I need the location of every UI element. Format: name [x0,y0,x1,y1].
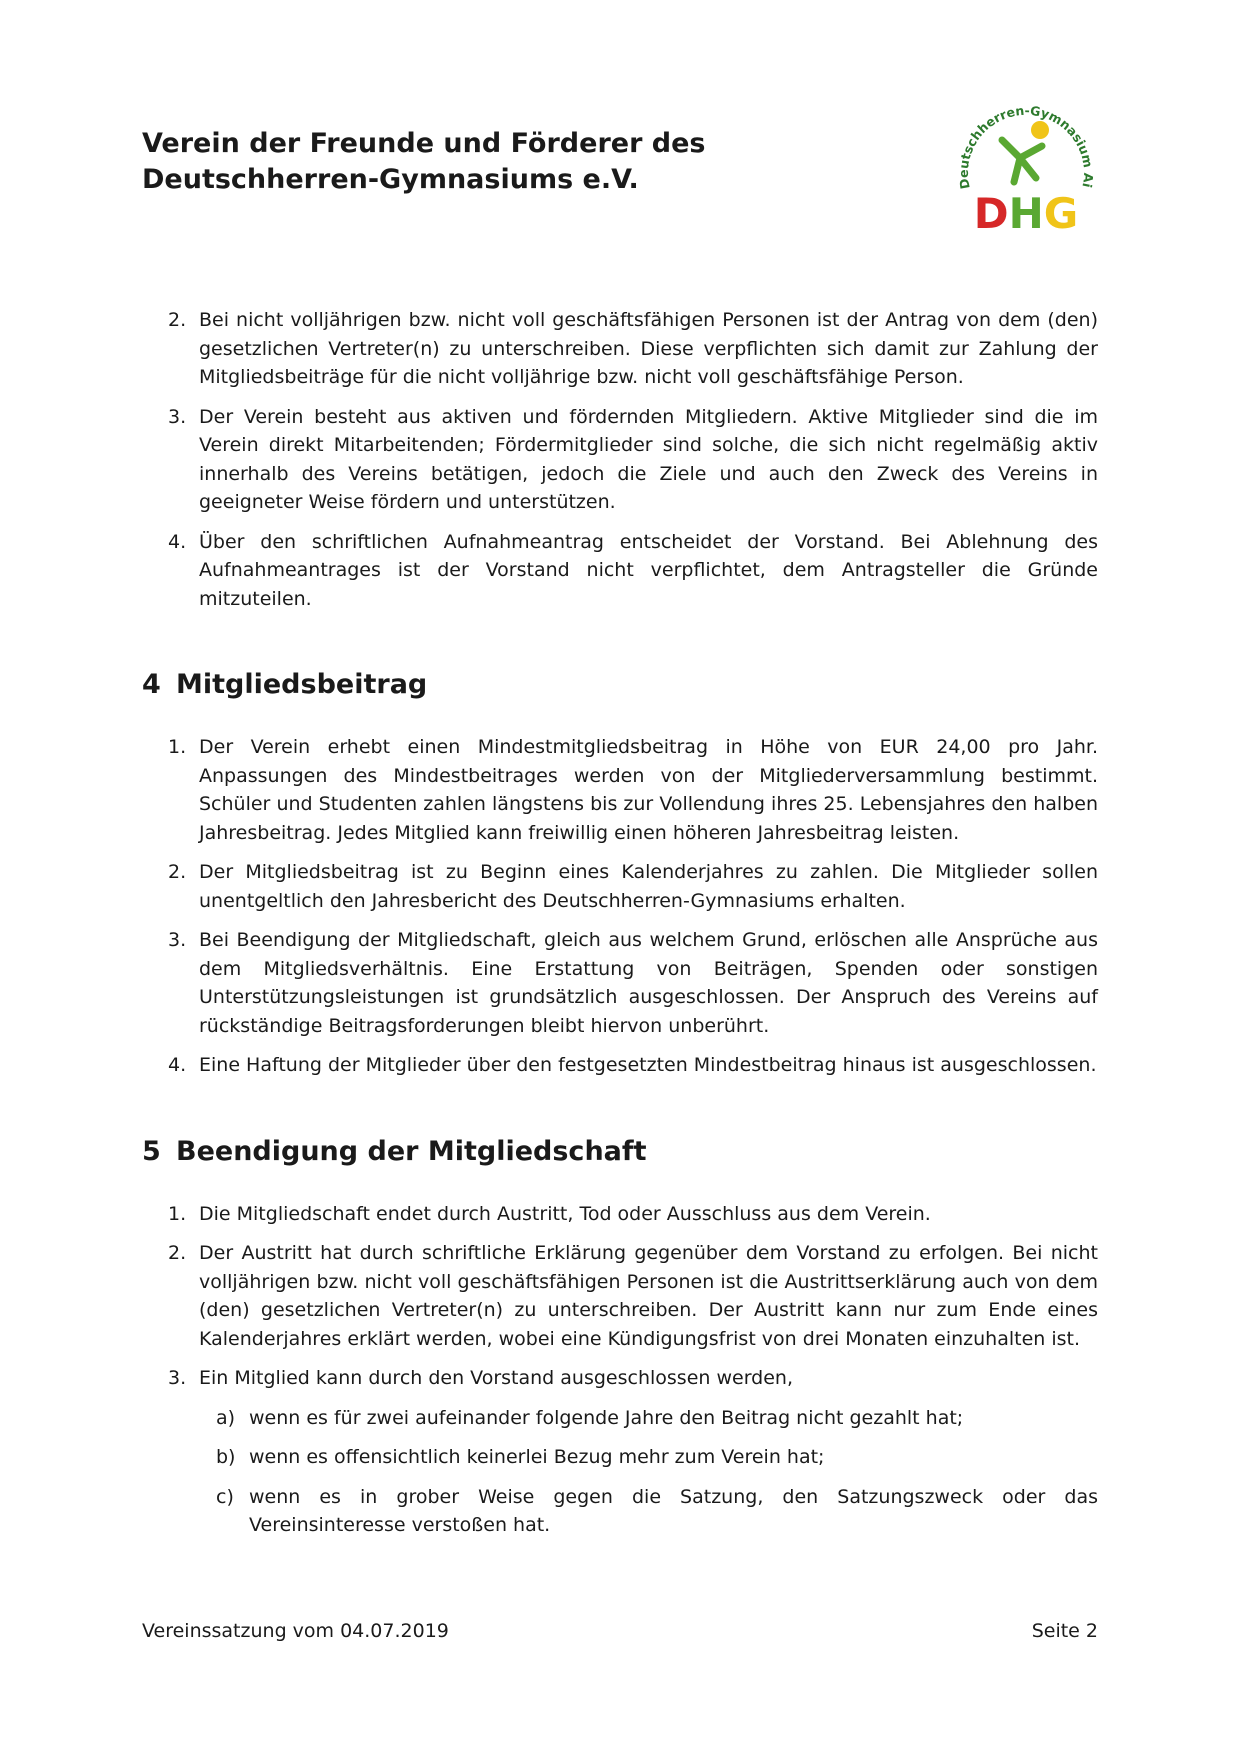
list-item: 4. Über den schriftlichen Aufnahmeantrag entscheidet der Vorstand. Bei Ablehnung des Aufnahmeantrages ist der Vorstand nicht verpflichtet, dem Antragsteller die Gründe mitzuteilen. [168,530,1098,610]
section-heading-beendigung: 5 Beendigung der Mitgliedschaft [142,1135,647,1167]
sub-list-item: a) wenn es für zwei aufeinander folgende Jahre den Beitrag nicht gezahlt hat; [216,1406,964,1429]
list-item: 2. Bei nicht volljährigen bzw. nicht voll geschäftsfähigen Personen ist der Antrag von dem (den) gesetzlichen Vertreter(n) zu unterschreiben. Diese verpflichten sich damit zur Zahlung der Mitgliedsbeiträge für die nicht volljährige bzw. nicht voll geschäftsfähige Person. [168,309,1098,388]
list-item: 3. Ein Mitglied kann durch den Vorstand ausgeschlossen werden, [168,1367,794,1389]
list-item: 1. Die Mitgliedschaft endet durch Austritt, Tod oder Ausschluss aus dem Verein. [168,1202,931,1225]
list-item: 1. Der Verein erhebt einen Mindestmitgliedsbeitrag in Höhe von EUR 24,00 pro Jahr. Anpassungen des Mindestbeitrages werden von der Mitgliederversammlung bestimmt. Schüler und Studenten zahlen längstens bis zur Vollendung ihres 25. Lebensjahres den halben Jahresbeitrag. Jedes Mitglied kann freiwillig einen höheren Jahresbeitrag leisten. [168,736,1098,844]
document-body [142,306,1098,1551]
section-heading-mitgliedsbeitrag: 4 Mitgliedsbeitrag [142,669,428,700]
sub-list-item: c) wenn es in grober Weise gegen die Satzung, den Satzungszweck oder das Vereinsinteresse verstoßen hat. [216,1485,1098,1536]
sub-list-item: b) wenn es offensichtlich keinerlei Bezug mehr zum Verein hat; [216,1446,825,1468]
logo-jumping-figure-icon [1002,140,1042,182]
header-title-line-2: Deutschherren-Gymnasiums e.V. [142,164,639,195]
page-header-title [142,126,706,198]
logo-arc-text: Deutschherren-Gymnasium Ai [956,102,1096,191]
school-logo [956,96,1096,236]
logo-sun-icon [1031,121,1049,139]
list-item: 3. Bei Beendigung der Mitgliedschaft, gleich aus welchem Grund, erlöschen alle Ansprüche aus dem Mitgliedsverhältnis. Eine Erstattung von Beiträgen, Spenden oder sonstigen Unterstützungsleistungen ist grundsätzlich ausgeschlossen. Der Anspruch des Vereins auf rückständige Beitragsforderungen bleibt hiervon unberührt. [168,929,1098,1037]
list-item: 4. Eine Haftung der Mitglieder über den festgesetzten Mindestbeitrag hinaus ist ausgeschlossen. [168,1054,1097,1076]
header-title-line-1: Verein der Freunde und Förderer des [142,128,706,159]
list-item: 2. Der Austritt hat durch schriftliche Erklärung gegenüber dem Vorstand zu erfolgen. Bei nicht volljährigen bzw. nicht voll geschäftsfähigen Personen ist die Austrittserklärung auch von dem (den) gesetzlichen Vertreter(n) zu unterschreiben. Der Austritt kann nur zum Ende eines Kalenderjahres erklärt werden, wobei eine Kündigungsfrist von drei Monaten einzuhalten ist. [168,1242,1098,1350]
footer-document-date: Vereinssatzung vom 04.07.2019 [142,1620,449,1642]
list-item: 2. Der Mitgliedsbeitrag ist zu Beginn eines Kalenderjahres zu zahlen. Die Mitglieder sollen unentgeltlich den Jahresbericht des Deutschherren-Gymnasiums erhalten. [168,861,1098,912]
footer-page-number: Seite 2 [1031,1620,1098,1642]
list-item: 3. Der Verein besteht aus aktiven und fördernden Mitgliedern. Aktive Mitglieder sind die im Verein direkt Mitarbeitenden; Fördermitglieder sind solche, die sich nicht regelmäßig aktiv innerhalb des Vereins betätigen, jedoch die Ziele und auch den Zweck des Vereins in geeigneter Weise fördern und unterstützen. [168,405,1098,513]
logo-letters: DHG [973,189,1079,236]
